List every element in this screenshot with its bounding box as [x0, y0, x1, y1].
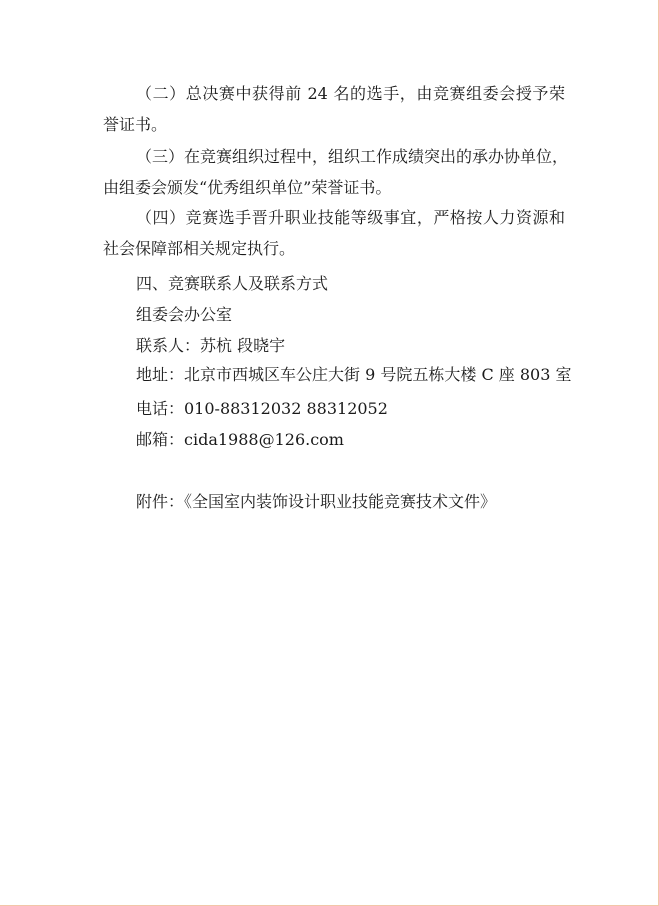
paragraph-line: 社会保障部相关规定执行。	[103, 239, 296, 258]
attachment-line: 附件：《全国室内装饰设计职业技能竞赛技术文件》	[136, 492, 497, 511]
paragraph-line: 誉证书。	[103, 115, 168, 134]
contact-phone: 电话：010-88312032 88312052	[136, 399, 388, 418]
contact-address-text: 地址：北京市西城区车公庄大街 9 号院五栋大楼 C 座 803 室	[136, 365, 572, 384]
paragraph-line: 由组委会颁发“优秀组织单位”荣誉证书。	[103, 178, 392, 197]
paragraph-line: （二）总决赛中获得前 24 名的选手，由竞赛组委会授予荣	[136, 84, 565, 103]
section-heading-contacts: 四、竞赛联系人及联系方式	[136, 274, 329, 293]
contact-org: 组委会办公室	[136, 305, 233, 324]
paragraph-line: （四）竞赛选手晋升职业技能等级事宜，严格按人力资源和	[136, 208, 565, 227]
contact-persons: 联系人：苏杭 段晓宇	[136, 336, 286, 355]
paragraph-line: （三）在竞赛组织过程中，组织工作成绩突出的承办协单位，	[136, 147, 569, 166]
contact-email: 邮箱：cida1988@126.com	[136, 430, 344, 449]
